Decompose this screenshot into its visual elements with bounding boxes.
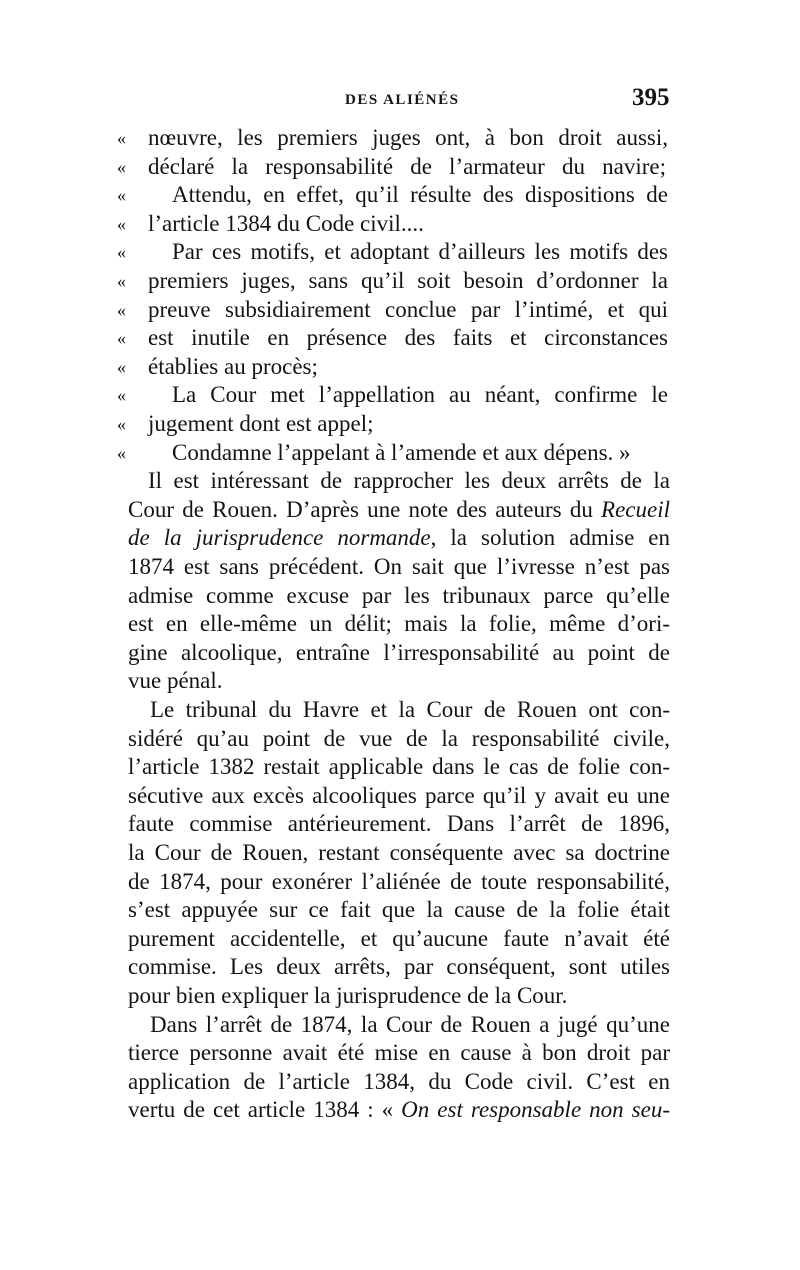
line-text bbox=[148, 295, 668, 325]
line-text-roman: la Cour de Rouen, restant conséquente avec sa doctrine bbox=[128, 840, 670, 865]
text-line bbox=[0, 867, 800, 897]
line-text bbox=[128, 495, 670, 525]
text-line bbox=[0, 409, 800, 439]
line-text bbox=[148, 409, 398, 439]
text-line bbox=[0, 781, 800, 811]
line-text-roman: pour bien expliquer la jurisprudence de la Cour. bbox=[128, 983, 568, 1008]
line-text-roman: sidéré qu’au point de vue de la responsabilité civile, bbox=[128, 725, 670, 751]
quote-mark: « bbox=[117, 414, 126, 434]
line-text bbox=[150, 1010, 670, 1040]
line-text bbox=[148, 323, 668, 353]
line-text-italic: Recueil bbox=[601, 496, 670, 522]
line-text-roman: déclaré la responsabilité de l’armateur du navire; bbox=[148, 153, 666, 179]
line-text-roman: gine alcoolique, entraîne l’irresponsabilité au point de bbox=[128, 639, 670, 665]
line-text-roman: est inutile en présence des faits et circonstances bbox=[148, 325, 668, 351]
line-text-roman: établies au procès; bbox=[148, 353, 318, 379]
text-line bbox=[0, 152, 800, 182]
text-line bbox=[0, 209, 800, 239]
line-text-roman: Condamne l’appelant à l’amende et aux dépens. » bbox=[172, 439, 631, 465]
text-line bbox=[0, 438, 800, 468]
line-text bbox=[128, 552, 670, 582]
text-line bbox=[0, 180, 800, 210]
line-text bbox=[150, 695, 670, 725]
text-line bbox=[0, 237, 800, 267]
line-text-roman: faute commise antérieurement. Dans l’arrêt de 1896, bbox=[128, 811, 670, 837]
line-text bbox=[128, 1038, 670, 1068]
line-text bbox=[172, 438, 666, 468]
line-text-roman: Attendu, en effet, qu’il résulte des dispositions de bbox=[172, 182, 668, 208]
line-text bbox=[128, 724, 670, 754]
line-text-roman: purement accidentelle, et qu’aucune faute n’avait été bbox=[128, 925, 670, 951]
text-line bbox=[0, 724, 800, 754]
line-text-roman: Par ces motifs, et adoptant d’ailleurs les motifs des bbox=[172, 239, 668, 265]
quote-mark: « bbox=[117, 185, 126, 206]
line-text-roman: Dans l’arrêt de 1874, la Cour de Rouen a jugé qu’une bbox=[150, 1011, 670, 1037]
line-text bbox=[148, 123, 668, 153]
line-text-roman: sécutive aux excès alcooliques parce qu’il y avait eu une bbox=[128, 782, 670, 808]
line-text-roman: Le tribunal du Havre et la Cour de Rouen ont con- bbox=[150, 697, 670, 722]
text-line bbox=[0, 352, 800, 382]
text-line bbox=[0, 380, 800, 410]
text-line bbox=[0, 952, 800, 982]
line-text bbox=[128, 838, 670, 868]
line-text bbox=[128, 1095, 670, 1125]
quote-mark: « bbox=[117, 271, 126, 291]
text-line bbox=[0, 695, 800, 725]
text-line bbox=[0, 295, 800, 325]
text-line bbox=[0, 981, 800, 1011]
text-line bbox=[0, 895, 800, 925]
line-text-roman: est en elle-même un délit; mais la folie, même d’ori- bbox=[128, 611, 670, 637]
quote-mark: « bbox=[117, 242, 126, 263]
line-text bbox=[128, 981, 598, 1011]
text-line bbox=[0, 581, 800, 611]
line-text bbox=[172, 237, 668, 267]
line-text-roman: tierce personne avait été mise en cause à bon droit par bbox=[128, 1040, 670, 1066]
text-line bbox=[0, 666, 800, 696]
quote-mark: « bbox=[117, 442, 126, 463]
line-text bbox=[128, 781, 670, 811]
text-line bbox=[0, 523, 800, 553]
text-line bbox=[0, 323, 800, 353]
quote-mark: « bbox=[117, 356, 126, 377]
quote-mark: « bbox=[117, 128, 126, 148]
line-text-roman: preuve subsidiairement conclue par l’intimé, et qui bbox=[148, 296, 668, 322]
line-text bbox=[128, 638, 670, 668]
line-text bbox=[128, 581, 670, 611]
line-text bbox=[148, 352, 388, 382]
line-text bbox=[148, 152, 666, 182]
text-line bbox=[0, 838, 800, 868]
quote-mark: « bbox=[117, 213, 126, 234]
text-line bbox=[0, 1010, 800, 1040]
line-text bbox=[128, 1067, 670, 1097]
line-text bbox=[128, 609, 670, 639]
line-text-roman: vertu de cet article 1384 : « bbox=[128, 1097, 402, 1123]
line-text-roman: commise. Les deux arrêts, par conséquent, sont utiles bbox=[128, 954, 670, 980]
text-line bbox=[0, 266, 800, 296]
line-text bbox=[172, 380, 668, 410]
line-text-roman: premiers juges, sans qu’il soit besoin d’ordonner la bbox=[148, 268, 668, 293]
text-line bbox=[0, 1067, 800, 1097]
line-text bbox=[128, 895, 670, 925]
line-text bbox=[172, 180, 668, 210]
line-text-roman: l’article 1384 du Code civil.... bbox=[148, 210, 424, 236]
line-text-roman: de 1874, pour exonérer l’aliénée de toute responsabilité, bbox=[128, 868, 670, 894]
text-line bbox=[0, 924, 800, 954]
text-line bbox=[0, 1095, 800, 1125]
line-text-roman: s’est appuyée sur ce fait que la cause de la folie était bbox=[128, 897, 670, 923]
line-text-roman: , la solution admise en bbox=[430, 525, 670, 551]
line-text-roman: Cour de Rouen. D’après une note des auteurs du bbox=[128, 496, 602, 522]
line-text bbox=[148, 266, 668, 296]
line-text bbox=[128, 752, 670, 782]
quote-mark: « bbox=[117, 328, 126, 349]
page-number: 395 bbox=[632, 84, 670, 111]
line-text bbox=[128, 666, 238, 696]
text-line bbox=[0, 552, 800, 582]
line-text-roman: Il est intéressant de rapprocher les deux arrêts de la bbox=[148, 468, 670, 494]
line-text bbox=[148, 209, 448, 239]
quote-mark: « bbox=[117, 156, 126, 177]
running-title: DES ALIÉNÉS bbox=[345, 92, 460, 108]
line-text-roman: La Cour met l’appellation au néant, confirme le bbox=[172, 382, 668, 408]
line-text bbox=[128, 523, 670, 553]
quote-mark: « bbox=[117, 385, 126, 406]
text-line bbox=[0, 638, 800, 668]
line-text bbox=[128, 924, 670, 954]
line-text bbox=[128, 867, 670, 897]
line-text-italic: de la jurisprudence normande bbox=[128, 525, 431, 551]
text-line bbox=[0, 1038, 800, 1068]
quote-mark: « bbox=[117, 299, 126, 320]
text-line bbox=[0, 609, 800, 639]
line-text-roman: admise comme excuse par les tribunaux parce qu’elle bbox=[128, 582, 670, 608]
line-text bbox=[148, 466, 670, 496]
line-text bbox=[128, 952, 670, 982]
text-line bbox=[0, 123, 800, 153]
line-text-roman: nœuvre, les premiers juges ont, à bon droit aussi, bbox=[148, 125, 668, 150]
text-line bbox=[0, 495, 800, 525]
line-text-roman: jugement dont est appel; bbox=[148, 411, 374, 436]
line-text-roman: 1874 est sans précédent. On sait que l’ivresse n’est pas bbox=[128, 554, 670, 579]
text-line bbox=[0, 752, 800, 782]
line-text-roman: vue pénal. bbox=[128, 668, 223, 694]
line-text-italic: On est responsable non seu- bbox=[401, 1097, 670, 1123]
line-text-roman: application de l’article 1384, du Code civil. C’est en bbox=[128, 1068, 670, 1094]
text-line bbox=[0, 466, 800, 496]
line-text-roman: l’article 1382 restait applicable dans le cas de folie con- bbox=[128, 754, 670, 780]
text-line bbox=[0, 809, 800, 839]
line-text bbox=[128, 809, 670, 839]
